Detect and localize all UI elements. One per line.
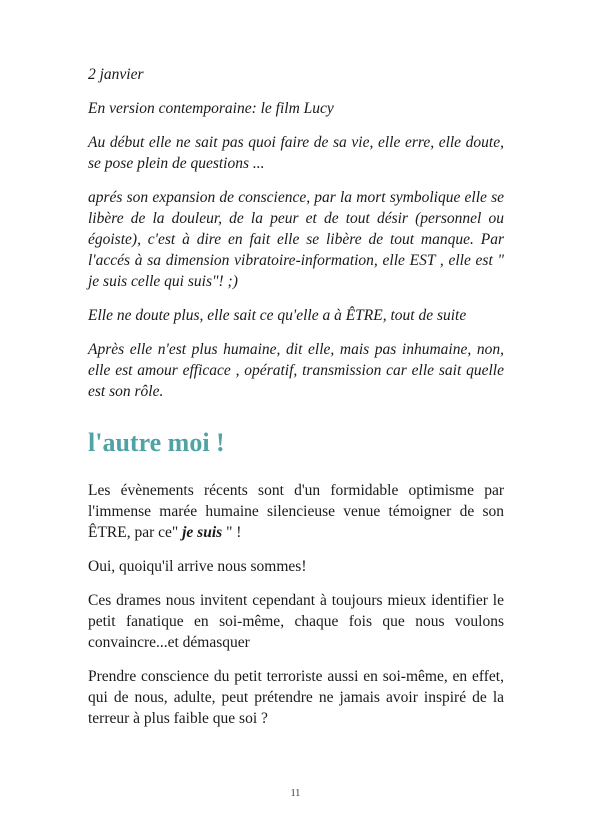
section-paragraph-1-start: Les évènements récents sont d'un formidable optimisme par l'immense marée humaine silencieuse venue témoigner de son ÊTRE, par ce" [88, 482, 504, 541]
section-heading: l'autre moi ! [88, 428, 225, 457]
diary-paragraph-1: En version contemporaine: le film Lucy [88, 100, 334, 117]
section-paragraph-2: Oui, quoiqu'il arrive nous sommes! [88, 558, 307, 575]
page-number: 11 [290, 788, 301, 799]
diary-paragraph-4: Elle ne doute plus, elle sait ce qu'elle a à ÊTRE, tout de suite [88, 307, 467, 324]
page-content [88, 64, 504, 742]
section-paragraph-1 [88, 480, 504, 543]
diary-paragraph-2: Au début elle ne sait pas quoi faire de sa vie, elle erre, elle doute, se pose plein de questions ... [88, 134, 504, 172]
section-paragraph-4: Prendre conscience du petit terroriste aussi en soi-même, en effet, qui de nous, adulte, peut prétendre ne jamais avoir inspiré de la terreur à plus faible que soi ? [88, 668, 504, 727]
section-paragraph-1-emphasis: je suis [182, 524, 223, 541]
section-paragraph-1-end: " ! [222, 524, 242, 541]
section-paragraph-3: Ces drames nous invitent cependant à toujours mieux identifier le petit fanatique en soi-même, chaque fois que nous voulons convaincre...et démasquer [88, 592, 504, 651]
diary-paragraph-5: Après elle n'est plus humaine, dit elle, mais pas inhumaine, non, elle est amour efficace , opératif, transmission car elle sait quelle est son rôle. [88, 341, 504, 400]
diary-date: 2 janvier [88, 66, 144, 83]
diary-paragraph-3: aprés son expansion de conscience, par la mort symbolique elle se libère de la douleur, de la peur et de tout désir (personnel ou égoiste), c'est à dire en fait elle se libère de tout manque. Par l'accés à sa dimension vibratoire-information, elle EST , elle est " je suis celle qui suis"! ;) [88, 189, 504, 290]
